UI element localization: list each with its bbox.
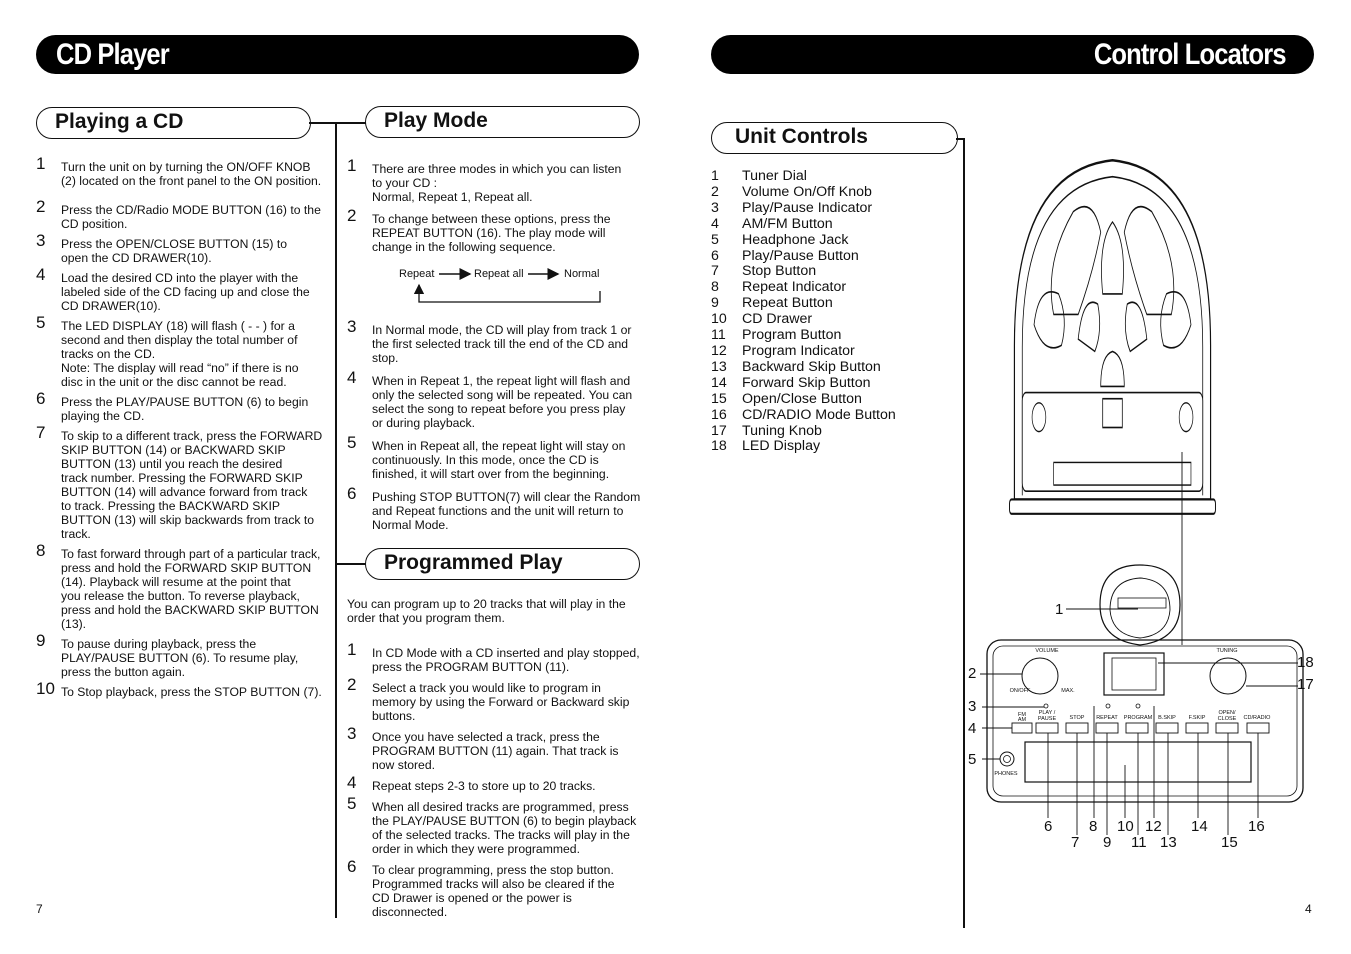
panel-cd-radio: CD/RADIO (1243, 715, 1271, 721)
callout-6: 6 (1044, 818, 1053, 835)
step-number: 4 (347, 773, 357, 792)
step-number: 1 (347, 640, 357, 659)
left-page-number: 7 (36, 902, 43, 916)
panel-fskip: F.SKIP (1188, 715, 1206, 721)
callout-13: 13 (1160, 834, 1177, 851)
step-number: 6 (36, 389, 46, 408)
panel-stop: STOP (1069, 715, 1085, 721)
control-number: 2 (711, 183, 719, 200)
seq-repeat-all: Repeat all (474, 268, 524, 280)
step-number: 4 (347, 368, 357, 387)
control-label: Repeat Indicator (742, 279, 847, 296)
control-number: 10 (711, 311, 727, 328)
step-number: 5 (36, 313, 46, 332)
step-text: Turn the unit on by turning the ON/OFF KNOB (2) located on the front panel to the ON position. (61, 160, 322, 188)
playmode-title: Play Mode (384, 109, 488, 132)
callout-16: 16 (1248, 818, 1265, 835)
step-number: 4 (36, 265, 46, 284)
callout-8: 8 (1089, 818, 1098, 835)
step-number: 6 (347, 484, 357, 503)
step-text: To skip to a different track, press the FORWARD SKIP BUTTON (14) or BACKWARD SKIP BUTTON (13) until you reach the desired track number. Pressing the FORWARD SKIP BUTTON (14) will advance forward from track to track. Pressing the BACKWARD SKIP BUTTON (13) will skip backwards from track to track. (61, 429, 323, 541)
control-label: Forward Skip Button (742, 374, 871, 391)
control-number: 18 (711, 438, 727, 455)
step-text: To pause during playback, press the PLAY/PAUSE BUTTON (6). To resume play, press the button again. (61, 637, 299, 679)
step-text: When in Repeat all, the repeat light will stay on continuously. In this mode, once the CD is finished, it will start over from the beginning. (372, 439, 626, 481)
control-label: Play/Pause Button (742, 247, 859, 264)
step-text: When all desired tracks are programmed, press the PLAY/PAUSE BUTTON (6) to begin playback of the selected tracks. The tracks will play in the order in which they were programmed. (372, 800, 637, 856)
callout-12: 12 (1145, 818, 1162, 835)
step-number: 10 (36, 679, 55, 698)
callout-18: 18 (1297, 654, 1314, 671)
programmed-intro: You can program up to 20 tracks that will play in the order that you program them. (347, 597, 626, 625)
callout-9: 9 (1103, 834, 1112, 851)
panel-repeat: REPEAT (1096, 715, 1118, 721)
step-number: 3 (347, 724, 357, 743)
callout-3: 3 (968, 698, 977, 715)
step-text: In Normal mode, the CD will play from track 1 or the first selected track till the end of the CD and stop. (372, 323, 632, 365)
unit-controls-title: Unit Controls (735, 125, 868, 148)
step-text: Pushing STOP BUTTON(7) will clear the Random and Repeat functions and the unit will return to Normal Mode. (372, 490, 641, 532)
control-label: AM/FM Button (742, 215, 833, 232)
control-number: 7 (711, 263, 719, 280)
right-banner-title: Control Locators (1094, 38, 1286, 71)
step-number: 9 (36, 631, 46, 650)
callout-2: 2 (968, 665, 977, 682)
step-number: 5 (347, 794, 357, 813)
callout-leaders (980, 452, 1298, 835)
control-number: 13 (711, 358, 727, 375)
panel-onoff: ON/OFF (1009, 688, 1031, 694)
step-text: When in Repeat 1, the repeat light will flash and only the selected song will be repeated. You can select the song to repeat before you press play or during playback. (372, 374, 633, 430)
control-label: Repeat Button (742, 295, 833, 312)
step-text: To Stop playback, press the STOP BUTTON (7). (61, 685, 322, 699)
seq-repeat: Repeat (399, 268, 435, 280)
programmed-title: Programmed Play (384, 551, 563, 574)
control-label: Stop Button (742, 263, 817, 280)
step-number: 2 (347, 206, 357, 225)
step-text: Load the desired CD into the player with the labeled side of the CD facing up and close the CD DRAWER(10). (61, 271, 310, 313)
panel-fm: FM (1018, 712, 1026, 718)
step-number: 3 (36, 231, 46, 250)
panel-max: MAX. (1061, 688, 1075, 694)
step-number: 5 (347, 433, 357, 452)
control-number: 14 (711, 374, 727, 391)
step-number: 1 (36, 154, 46, 173)
callout-7: 7 (1071, 834, 1080, 851)
step-text: Press the OPEN/CLOSE BUTTON (15) to open the CD DRAWER(10). (61, 237, 287, 265)
control-number: 5 (711, 231, 719, 248)
control-number: 16 (711, 406, 727, 423)
step-number: 3 (347, 317, 357, 336)
control-number: 1 (711, 168, 719, 184)
control-number: 15 (711, 390, 727, 407)
control-label: CD Drawer (742, 311, 813, 328)
callout-11: 11 (1131, 834, 1147, 851)
panel-open-close: OPEN/ CLOSE (1217, 710, 1237, 722)
step-number: 2 (347, 675, 357, 694)
control-label: Play/Pause Indicator (742, 199, 873, 216)
step-text: Select a track you would like to program in memory by using the Forward or Backward skip buttons. (372, 681, 630, 723)
control-number: 11 (711, 327, 726, 344)
step-text: In CD Mode with a CD inserted and play stopped, press the PROGRAM BUTTON (11). (372, 646, 640, 674)
step-text: Once you have selected a track, press the PROGRAM BUTTON (11) again. That track is now stored. (372, 730, 619, 772)
left-banner-title: CD Player (56, 38, 169, 71)
callout-15: 15 (1221, 834, 1238, 851)
control-label: Backward Skip Button (742, 358, 881, 375)
step-text: To change between these options, press the REPEAT BUTTON (16). The play mode will change in the following sequence. (372, 212, 611, 254)
step-number: 1 (347, 156, 357, 175)
control-label: Tuner Dial (742, 168, 807, 184)
panel-am: AM (1017, 717, 1027, 723)
callout-4: 4 (968, 720, 977, 737)
control-label: Program Indicator (742, 342, 855, 359)
playing-title: Playing a CD (55, 110, 184, 133)
control-label: CD/RADIO Mode Button (742, 406, 896, 423)
step-text: There are three modes in which you can listen to your CD : Normal, Repeat 1, Repeat all. (372, 162, 622, 204)
panel-tuning: TUNING (1216, 648, 1238, 654)
seq-normal: Normal (564, 268, 600, 280)
step-number: 7 (36, 423, 46, 442)
control-number: 3 (711, 199, 719, 216)
control-label: LED Display (742, 438, 821, 455)
panel-play-pause: PLAY / PAUSE (1037, 710, 1057, 722)
callout-10: 10 (1117, 818, 1134, 835)
control-number: 12 (711, 342, 727, 359)
step-number: 6 (347, 857, 357, 876)
control-number: 8 (711, 279, 719, 296)
control-label: Program Button (742, 327, 842, 344)
step-text: To fast forward through part of a particular track, press and hold the FORWARD SKIP BUTTON (14). Playback will resume at the point that you release the button. To reverse playback, press and hold the BACKWARD SKIP BUTTON (13). (61, 547, 321, 631)
panel-bskip: B.SKIP (1158, 715, 1176, 721)
control-number: 6 (711, 247, 719, 264)
control-number: 17 (711, 422, 727, 439)
step-number: 8 (36, 541, 46, 560)
step-number: 2 (36, 197, 46, 216)
step-text: To clear programming, press the stop button. Programmed tracks will also be cleared if the CD Drawer is opened or the power is disconnected. (372, 863, 615, 919)
control-number: 9 (711, 295, 719, 312)
control-label: Headphone Jack (742, 231, 849, 248)
callout-17: 17 (1297, 676, 1314, 693)
panel-phones: PHONES (994, 771, 1018, 777)
panel-program: PROGRAM (1123, 715, 1153, 721)
step-text: Press the CD/Radio MODE BUTTON (16) to the CD position. (61, 203, 321, 231)
step-text: Press the PLAY/PAUSE BUTTON (6) to begin playing the CD. (61, 395, 309, 423)
right-page-number: 4 (1305, 902, 1312, 916)
control-label: Open/Close Button (742, 390, 862, 407)
callout-1: 1 (1055, 601, 1064, 618)
panel-volume: VOLUME (1035, 648, 1059, 654)
control-label: Volume On/Off Knob (742, 183, 872, 200)
step-text: The LED DISPLAY (18) will flash ( - - ) for a second and then display the total number of tracks on the CD. Note: The display will read “no” if there is no disc in the unit or the disc cannot be read. (61, 319, 299, 389)
control-number: 4 (711, 215, 719, 232)
callout-5: 5 (968, 751, 977, 768)
callout-14: 14 (1191, 818, 1208, 835)
control-label: Tuning Knob (742, 422, 822, 439)
step-text: Repeat steps 2-3 to store up to 20 tracks. (372, 779, 596, 793)
